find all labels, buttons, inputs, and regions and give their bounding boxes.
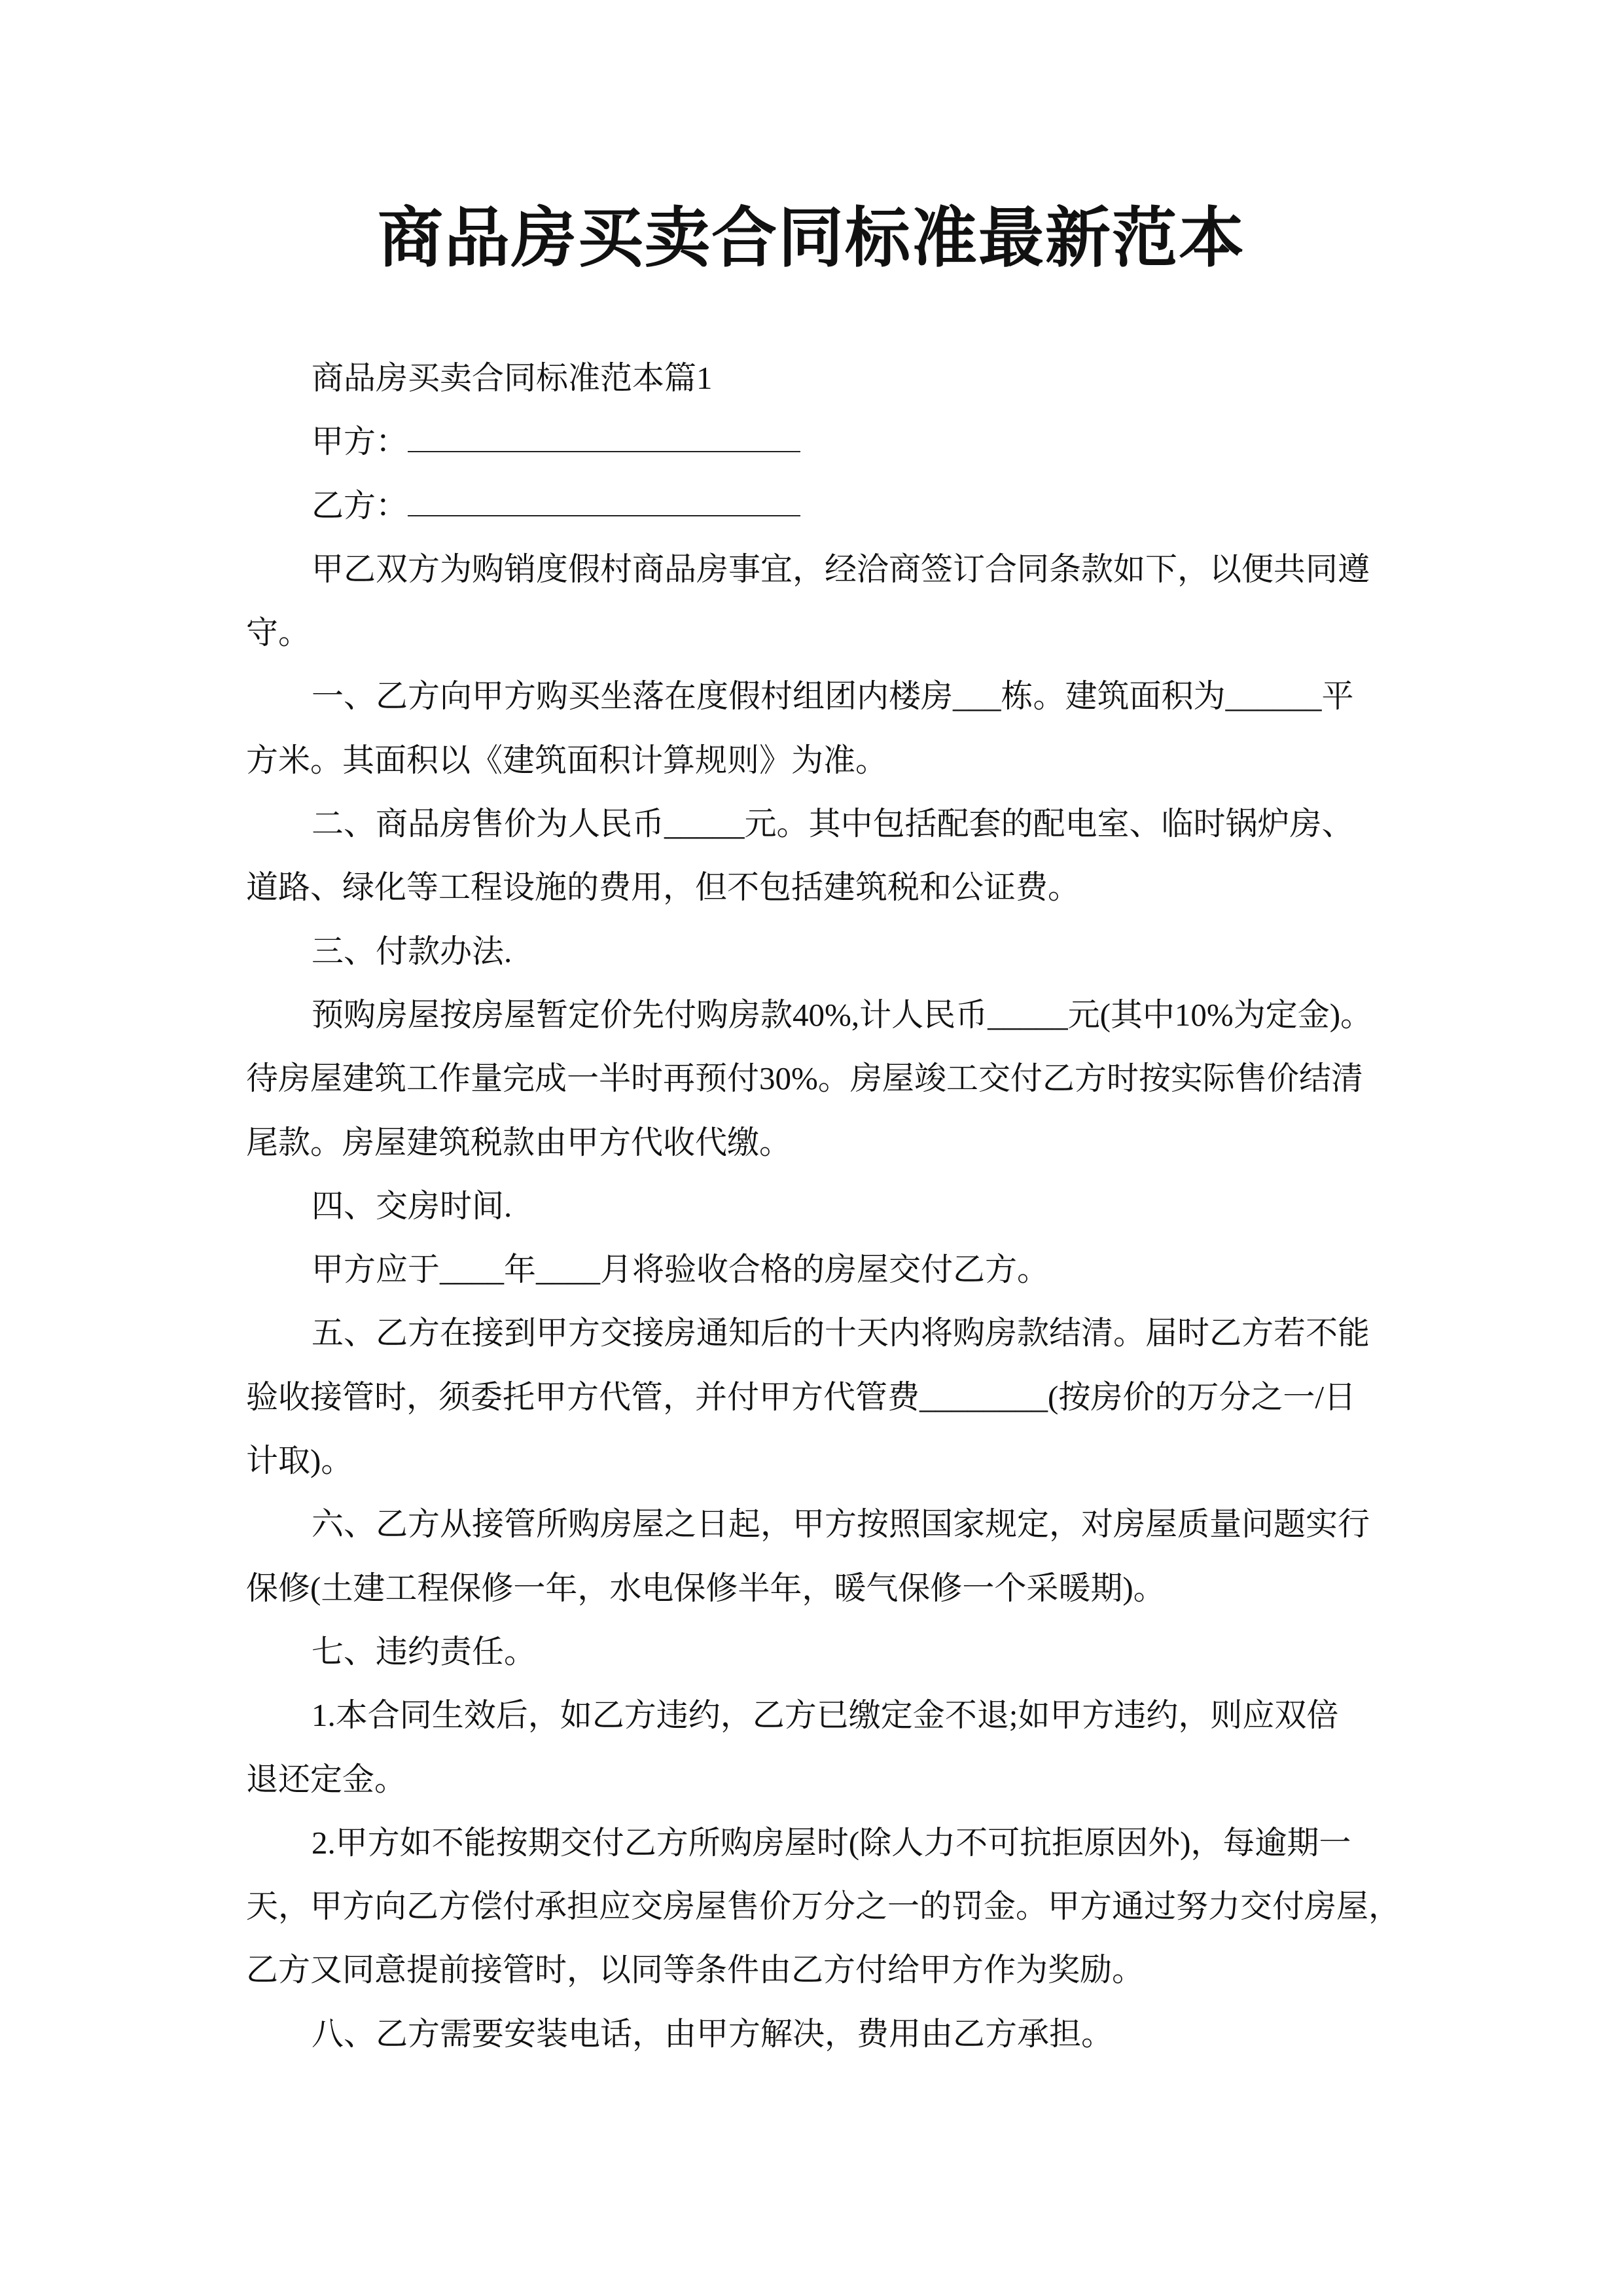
clause-paragraph: [246, 1238, 1385, 1301]
clause-paragraph: [246, 2002, 1385, 2066]
party-b-blank: [408, 482, 800, 516]
text-line: 预购房屋按房屋暂定价先付购房款40%,计人民币_____元(其中10%为定金)。: [312, 996, 1373, 1033]
document-body: [246, 346, 1401, 2066]
party-a-line: [246, 410, 1385, 473]
clause-paragraph: [246, 1683, 1385, 1811]
text-line: 一、乙方向甲方购买坐落在度假村组团内楼房___栋。建筑面积为______平: [312, 678, 1354, 715]
text-line: 方米。其面积以《建筑面积计算规则》为准。: [246, 742, 888, 778]
text-line: 验收接管时，须委托甲方代管，并付甲方代管费________(按房价的万分之一/日: [246, 1378, 1356, 1415]
text-line: 守。: [246, 615, 311, 651]
text-line: 道路、绿化等工程设施的费用，但不包括建筑税和公证费。: [246, 869, 1080, 906]
clause-paragraph: [246, 1174, 1385, 1238]
contract-clauses: [246, 537, 1401, 2066]
text-line: 六、乙方从接管所购房屋之日起，甲方按照国家规定，对房屋质量问题实行: [312, 1506, 1370, 1543]
section-heading: 商品房买卖合同标准范本篇1: [312, 360, 713, 396]
text-line: 计取)。: [246, 1443, 353, 1479]
text-line: 四、交房时间.: [312, 1187, 512, 1224]
party-b-label: 乙方：: [312, 487, 408, 524]
clause-paragraph: [246, 920, 1385, 983]
clause-paragraph: [246, 983, 1385, 1174]
text-line: 待房屋建筑工作量完成一半时再预付30%。房屋竣工交付乙方时按实际售价结清: [246, 1060, 1363, 1097]
text-line: 保修(土建工程保修一年，水电保修半年，暖气保修一个采暖期)。: [246, 1570, 1166, 1606]
party-b-line: [246, 474, 1385, 537]
clause-paragraph: [246, 1811, 1401, 2002]
clause-paragraph: [246, 1620, 1385, 1683]
text-line: 退还定金。: [246, 1761, 407, 1797]
clause-paragraph: [246, 664, 1385, 792]
text-line: 乙方又同意提前接管时，以同等条件由乙方付给甲方作为奖励。: [246, 1952, 1145, 1988]
text-line: 八、乙方需要安装电话，由甲方解决，费用由乙方承担。: [312, 2015, 1114, 2052]
text-line: 七、违约责任。: [312, 1633, 537, 1670]
text-line: 2.甲方如不能按期交付乙方所购房屋时(除人力不可抗拒原因外)，每逾期一: [312, 1824, 1351, 1861]
text-line: 天，甲方向乙方偿付承担应交房屋售价万分之一的罚金。甲方通过努力交付房屋，: [246, 1888, 1401, 1925]
text-line: 1.本合同生效后，如乙方违约，乙方已缴定金不退;如甲方违约，则应双倍: [312, 1697, 1339, 1734]
clause-paragraph: [246, 537, 1385, 665]
text-line: 五、乙方在接到甲方交接房通知后的十天内将购房款结清。届时乙方若不能: [312, 1315, 1370, 1352]
party-a-label: 甲方：: [312, 423, 408, 460]
clause-paragraph: [246, 1301, 1385, 1492]
text-line: 二、商品房售价为人民币_____元。其中包括配套的配电室、临时锅炉房、: [312, 806, 1354, 842]
text-line: 甲方应于____年____月将验收合格的房屋交付乙方。: [312, 1251, 1050, 1288]
text-line: 三、付款办法.: [312, 933, 512, 969]
clause-paragraph: [246, 792, 1385, 920]
text-line: 尾款。房屋建筑税款由甲方代收代缴。: [246, 1124, 792, 1160]
clause-paragraph: [246, 1492, 1385, 1620]
party-a-blank: [408, 418, 800, 452]
text-line: 甲乙双方为购销度假村商品房事宜，经洽商签订合同条款如下，以便共同遵: [312, 550, 1370, 587]
document-title: 商品房买卖合同标准最新范本: [378, 202, 1245, 275]
